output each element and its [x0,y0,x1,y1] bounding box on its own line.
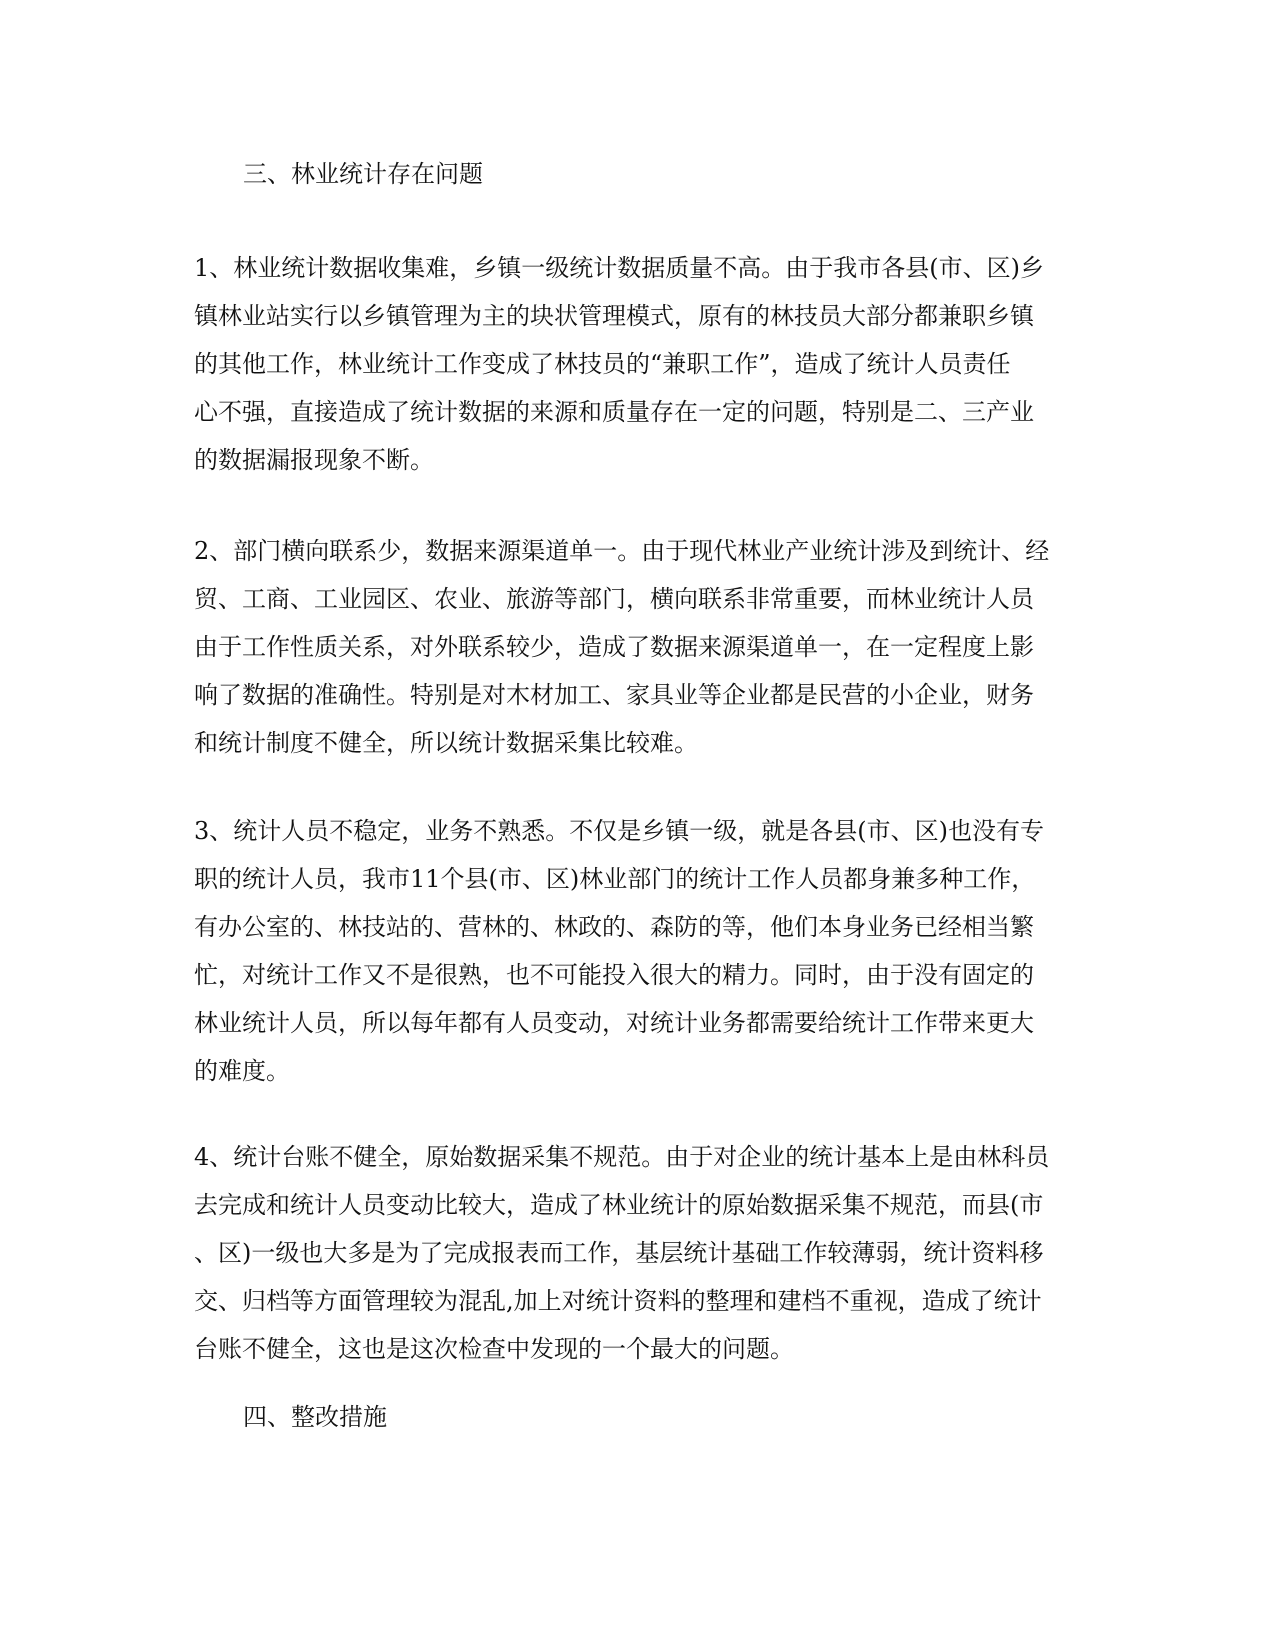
paragraph-line: 由于工作性质关系，对外联系较少，造成了数据来源渠道单一，在一定程度上影 [194,633,1034,661]
paragraph-line: 3、统计人员不稳定，业务不熟悉。不仅是乡镇一级，就是各县(市、区)也没有专 [194,817,1044,845]
section-heading-4: 四、整改措施 [243,1403,387,1431]
paragraph-line: 有办公室的、林技站的、营林的、林政的、森防的等，他们本身业务已经相当繁 [194,913,1034,941]
paragraph-line: 交、归档等方面管理较为混乱,加上对统计资料的整理和建档不重视，造成了统计 [194,1287,1042,1315]
paragraph-line: 忙，对统计工作又不是很熟，也不可能投入很大的精力。同时，由于没有固定的 [194,961,1034,989]
paragraph-line: 台账不健全，这也是这次检查中发现的一个最大的问题。 [194,1335,794,1363]
paragraph-line: 职的统计人员，我市11个县(市、区)林业部门的统计工作人员都身兼多种工作， [194,865,1036,893]
paragraph-1 [194,244,1084,484]
paragraph-line: 去完成和统计人员变动比较大，造成了林业统计的原始数据采集不规范，而县(市 [194,1191,1044,1219]
paragraph-line: 的数据漏报现象不断。 [194,446,434,474]
paragraph-line: 的其他工作，林业统计工作变成了林技员的“兼职工作”，造成了统计人员责任 [194,350,1011,378]
paragraph-line: 镇林业站实行以乡镇管理为主的块状管理模式，原有的林技员大部分都兼职乡镇 [194,302,1034,330]
paragraph-line: 的难度。 [194,1057,290,1085]
paragraph-3 [194,807,1084,1095]
paragraph-line: 1、林业统计数据收集难，乡镇一级统计数据质量不高。由于我市各县(市、区)乡 [194,254,1044,282]
paragraph-line: 响了数据的准确性。特别是对木材加工、家具业等企业都是民营的小企业，财务 [194,681,1034,709]
section-heading-3: 三、林业统计存在问题 [243,160,483,188]
paragraph-line: 林业统计人员，所以每年都有人员变动，对统计业务都需要给统计工作带来更大 [194,1009,1034,1037]
paragraph-line: 贸、工商、工业园区、农业、旅游等部门，横向联系非常重要，而林业统计人员 [194,585,1034,613]
paragraph-line: 2、部门横向联系少，数据来源渠道单一。由于现代林业产业统计涉及到统计、经 [194,537,1050,565]
paragraph-4 [194,1133,1084,1373]
paragraph-line: 、区)一级也大多是为了完成报表而工作，基层统计基础工作较薄弱，统计资料移 [194,1239,1044,1267]
paragraph-line: 4、统计台账不健全，原始数据采集不规范。由于对企业的统计基本上是由林科员 [194,1143,1050,1171]
paragraph-line: 和统计制度不健全，所以统计数据采集比较难。 [194,729,698,757]
paragraph-line: 心不强，直接造成了统计数据的来源和质量存在一定的问题，特别是二、三产业 [194,398,1034,426]
paragraph-2 [194,527,1084,767]
